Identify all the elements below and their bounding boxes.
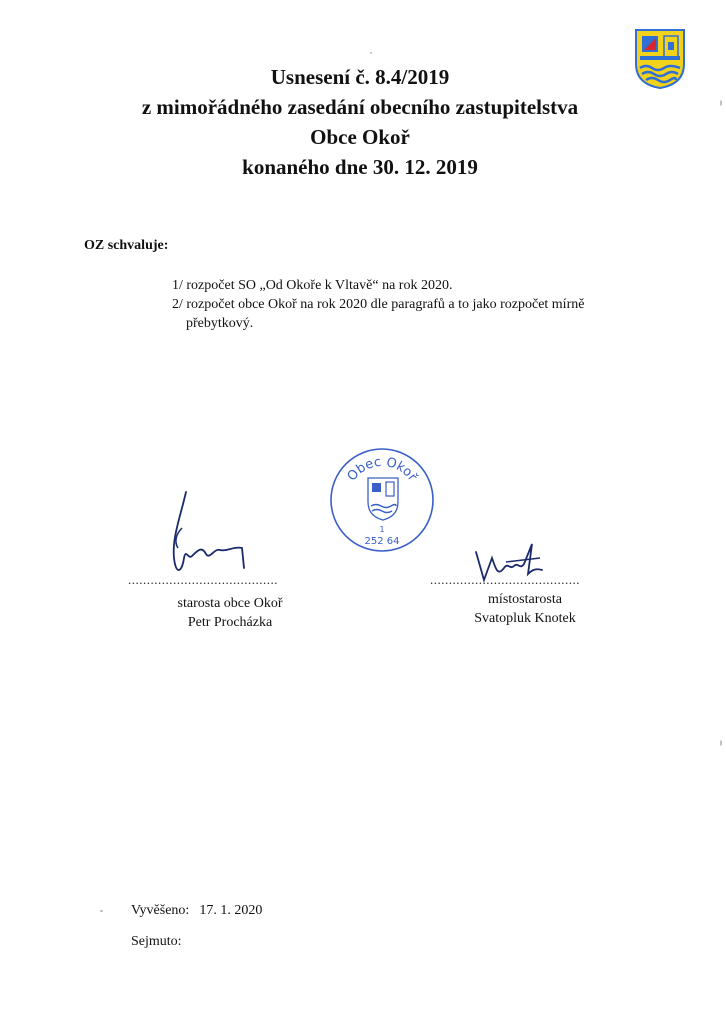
- signatory-left: [150, 594, 310, 632]
- signature-line-left: ........................................: [128, 572, 278, 587]
- resolution-title: [60, 62, 660, 182]
- signatory-left-role: starosta obce Okoř: [177, 596, 283, 611]
- municipal-stamp: [328, 446, 436, 554]
- signatory-right-name: Svatopluk Knotek: [474, 611, 576, 626]
- stamp-coat-icon: [368, 478, 398, 520]
- signatory-left-name: Petr Procházka: [187, 615, 273, 630]
- title-line-3: Obce Okoř: [310, 125, 410, 149]
- signatory-right-role: místostarosta: [488, 592, 562, 607]
- stamp-top-text: Obec Okoř: [344, 454, 420, 485]
- scan-speck: [720, 100, 722, 106]
- signature-line-right: ........................................: [430, 572, 580, 587]
- title-line-4: konaného dne 30. 12. 2019: [242, 155, 478, 179]
- posted-date: 17. 1. 2020: [199, 903, 263, 918]
- removed-label: Sejmuto:: [131, 934, 182, 949]
- svg-text:Obec Okoř: [345, 455, 420, 485]
- scan-speck: [720, 740, 722, 746]
- stamp-number: 1: [379, 525, 385, 534]
- stamp-postal-code: 252 64: [364, 536, 400, 547]
- signatory-right: [440, 590, 610, 628]
- signature-mayor: [162, 488, 252, 580]
- removed-row: [131, 934, 182, 950]
- posted-row: [131, 903, 262, 919]
- list-item: 2/ rozpočet obce Okoř na rok 2020 dle paragrafů a to jako rozpočet mírně přebytkový.: [172, 297, 585, 331]
- scan-speck: [100, 910, 103, 912]
- section-heading: OZ schvaluje:: [84, 238, 169, 253]
- title-line-2: z mimořádného zasedání obecního zastupitelstva: [141, 95, 579, 119]
- approved-items-list: [172, 276, 652, 333]
- title-line-1: Usnesení č. 8.4/2019: [270, 65, 450, 89]
- list-item: 1/ rozpočet SO „Od Okoře k Vltavě“ na rok 2020.: [172, 278, 453, 293]
- posted-label: Vyvěšeno:: [131, 903, 190, 918]
- scan-speck: [370, 52, 372, 54]
